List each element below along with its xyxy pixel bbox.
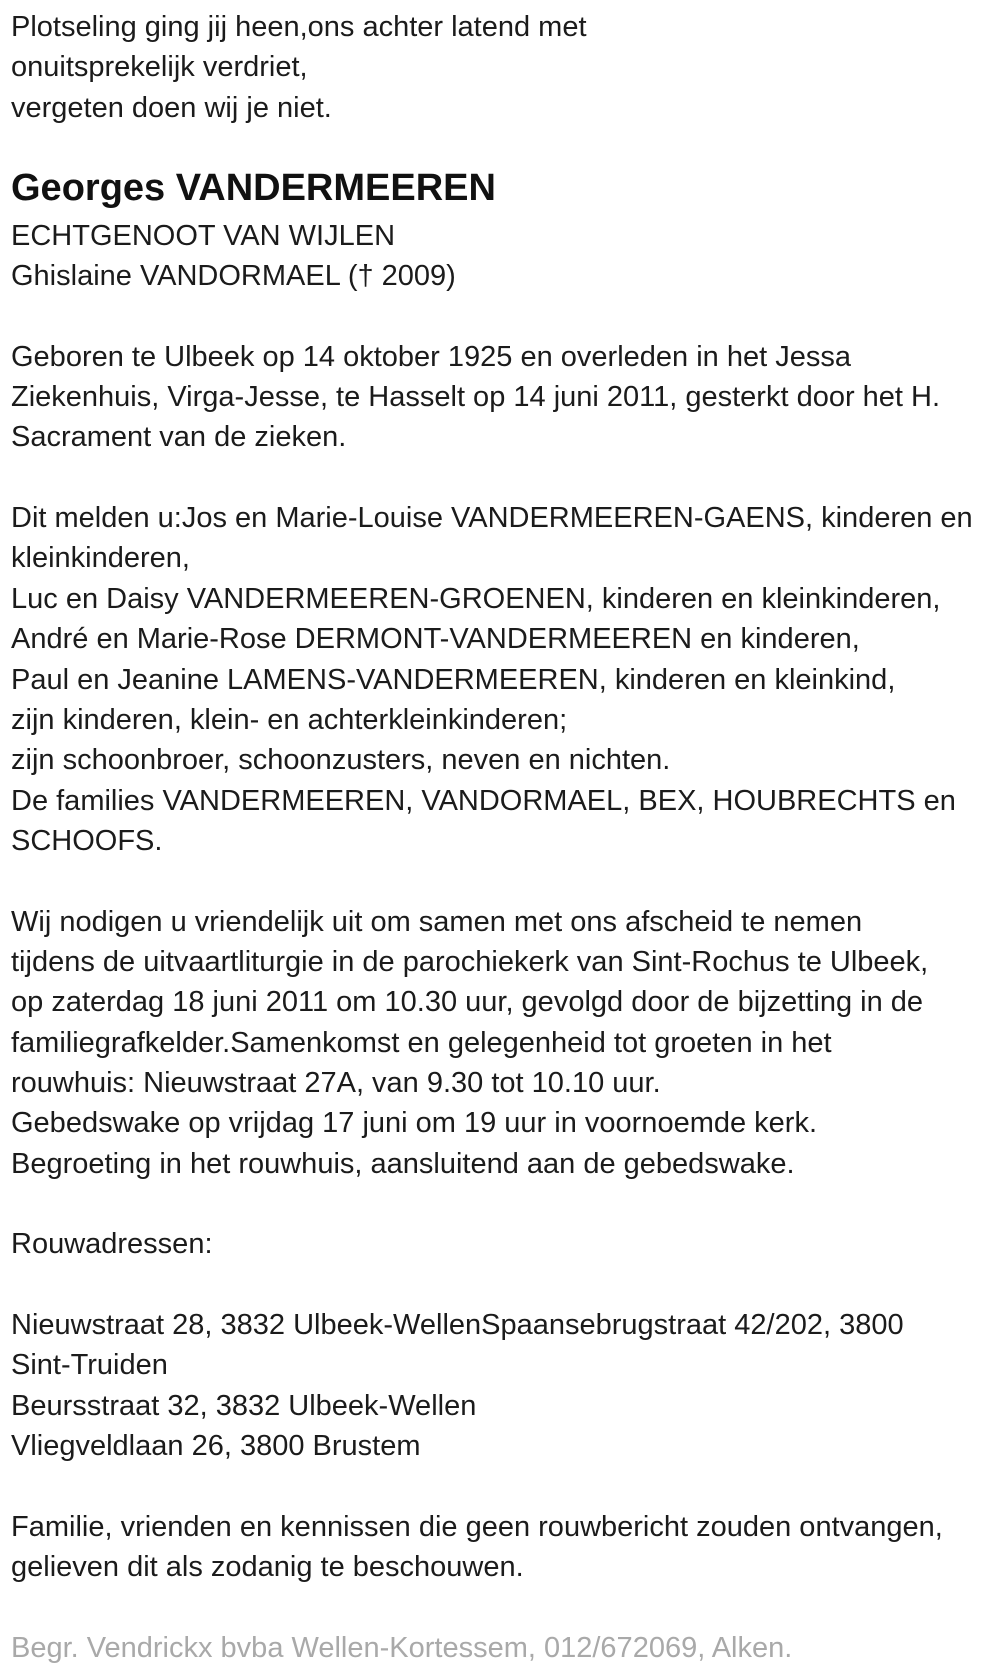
birth-death-line: Geboren te Ulbeek op 14 oktober 1925 en overleden in het Jessa [11,340,851,373]
ceremony-line: rouwhuis: Nieuwstraat 27A, van 9.30 tot 10.10 uur. [11,1066,661,1099]
address-line: Nieuwstraat 28, 3832 Ulbeek-WellenSpaansebrugstraat 42/202, 3800 [11,1309,904,1341]
poem-line: Plotseling ging jij heen,ons achter latend met [11,11,587,43]
undertaker-credit: Begr. Vendrickx bvba Wellen-Kortessem, 012/672069, Alken. [11,1631,793,1664]
deceased-block [11,168,1000,296]
addresses-label: Rouwadressen: [11,1228,213,1261]
poem-line: onuitsprekelijk verdriet, [11,51,308,84]
birth-death-paragraph [11,337,1000,458]
address-line: Sint-Truiden [11,1349,168,1382]
announcement-line: Paul en Jeanine LAMENS-VANDERMEEREN, kinderen en kleinkind, [11,663,896,696]
ceremony-line: op zaterdag 18 juni 2011 om 10.30 uur, gevolgd door de bijzetting in de [11,986,924,1019]
announcement-line: zijn kinderen, klein- en achterkleinkinderen; [11,703,568,736]
notice-line: Familie, vrienden en kennissen die geen rouwbericht zouden ontvangen, [11,1510,943,1543]
announcement-line: Dit melden u:Jos en Marie-Louise VANDERMEEREN-GAENS, kinderen en [11,502,973,535]
spouse-name: Ghislaine VANDORMAEL († 2009) [11,260,456,293]
announcement-line: Luc en Daisy VANDERMEEREN-GROENEN, kinderen en kleinkinderen, [11,582,941,615]
notice-paragraph [11,1507,1000,1588]
birth-death-line: Sacrament van de zieken. [11,421,347,454]
poem-line: vergeten doen wij je niet. [11,91,332,124]
ceremony-line: tijdens de uitvaartliturgie in de parochiekerk van Sint-Rochus te Ulbeek, [11,945,929,978]
announcement-line: SCHOOFS. [11,824,163,857]
ceremony-paragraph [11,902,1000,1184]
address-line: Beursstraat 32, 3832 Ulbeek-Wellen [11,1389,477,1422]
poem [11,7,1000,128]
announcement-line: kleinkinderen, [11,542,190,575]
addresses-section [11,1224,1000,1466]
deceased-name: Georges VANDERMEEREN [11,167,496,210]
spouse-relation-label: ECHTGENOOT VAN WIJLEN [11,219,396,252]
ceremony-line: familiegrafkelder.Samenkomst en gelegenheid tot groeten in het [11,1026,832,1059]
announcement-line: zijn schoonbroer, schoonzusters, neven en nichten. [11,744,671,777]
birth-death-line: Ziekenhuis, Virga-Jesse, te Hasselt op 14 juni 2011, gesterkt door het H. [11,381,941,414]
ceremony-line: Wij nodigen u vriendelijk uit om samen met ons afscheid te nemen [11,905,863,938]
ceremony-line: Gebedswake op vrijdag 17 juni om 19 uur in voornoemde kerk. [11,1107,818,1140]
ceremony-line: Begroeting in het rouwhuis, aansluitend aan de gebedswake. [11,1147,795,1180]
notice-line: gelieven dit als zodanig te beschouwen. [11,1551,524,1584]
address-line: Vliegveldlaan 26, 3800 Brustem [11,1430,421,1463]
announcement-line: André en Marie-Rose DERMONT-VANDERMEEREN en kinderen, [11,623,860,656]
announcement-paragraph [11,498,1000,861]
announcement-line: De families VANDERMEEREN, VANDORMAEL, BEX, HOUBRECHTS en [11,784,956,817]
